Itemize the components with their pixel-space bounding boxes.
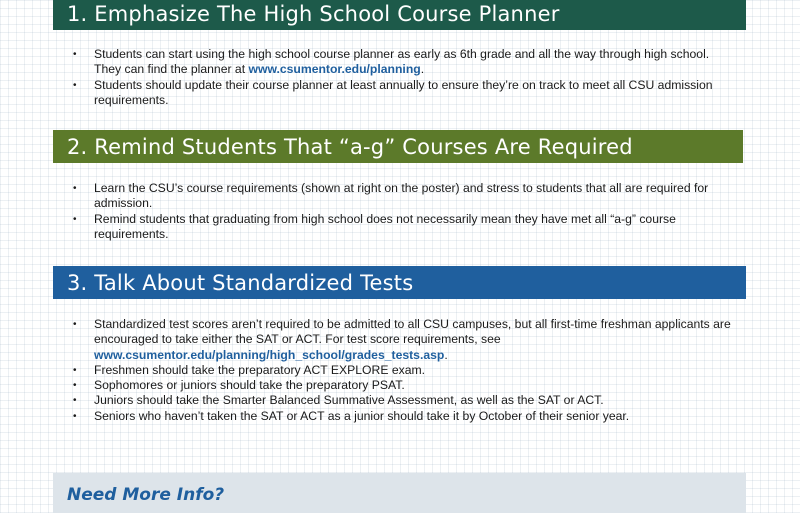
list-item-text: Juniors should take the Smarter Balanced Summative Assessment, as well as the SAT or ACT. (94, 393, 604, 408)
more-info-title: Need More Info? (67, 485, 225, 505)
section-3-banner (53, 266, 746, 299)
list-item-text: Learn the CSU’s course requirements (shown at right on the poster) and stress to students that all are required for admission. (94, 181, 709, 211)
section-3-title: 3. Talk About Standardized Tests (67, 270, 414, 295)
bullet-icon: • (73, 79, 77, 91)
bullet-icon: • (73, 183, 77, 194)
section-3-list (72, 317, 762, 424)
more-info-box (53, 473, 746, 513)
section-1-title: 1. Emphasize The High School Course Planner (67, 1, 560, 26)
planner-link[interactable]: www.csumentor.edu/planning (248, 62, 421, 77)
list-item-text: Freshmen should take the preparatory ACT EXPLORE exam. (94, 362, 426, 377)
list-item (72, 181, 732, 212)
section-2-title: 2. Remind Students That “a-g” Courses Are Required (67, 134, 633, 159)
bullet-icon: • (73, 410, 77, 422)
list-item-text: Sophomores or juniors should take the preparatory PSAT. (94, 378, 405, 393)
list-item (72, 409, 762, 424)
list-item-text: Remind students that graduating from high school does not necessarily mean they have met all “a-g” course requirements. (94, 211, 676, 241)
section-1-list (72, 47, 732, 108)
list-item (72, 212, 732, 243)
list-item-text: Seniors who haven’t taken the SAT or ACT as a junior should take it by October of their senior year. (94, 408, 630, 423)
list-item-text: Students can start using the high school course planner as early as 6th grade and all the way through high school. They can find the planner at (94, 47, 710, 77)
list-item: • Standardized test scores aren’t required to be admitted to all CSU campuses, but all first-time freshman applicants are encouraged to take either the SAT or ACT. For test score requirements, see www.csumentor.edu/planning/high_school/grades_tests.asp. (73, 317, 731, 362)
list-item-text: Students should update their course planner at least annually to ensure they’re on track to meet all CSU admission requirements. (94, 77, 713, 107)
tests-link[interactable]: www.csumentor.edu/planning/high_school/grades_tests.asp (94, 347, 445, 362)
list-item (72, 363, 762, 378)
bullet-icon: • (73, 364, 77, 376)
list-item (72, 393, 762, 408)
bullet-icon: • (73, 319, 77, 330)
list-item-text: Standardized test scores aren’t required to be admitted to all CSU campuses, but all first-time freshman applicants are encouraged to take either the SAT or ACT. For test score requirements, see (94, 317, 731, 347)
list-item (72, 378, 762, 393)
section-1-banner (53, 0, 746, 30)
bullet-icon: • (73, 380, 77, 392)
bullet-icon: • (73, 395, 77, 407)
list-item (72, 78, 732, 109)
list-item: • Students can start using the high school course planner as early as 6th grade and all the way through high school. They can find the planner at www.csumentor.edu/planning. (73, 47, 710, 77)
bullet-icon: • (73, 213, 77, 225)
section-2-list (72, 181, 732, 242)
section-2-banner (53, 130, 743, 163)
bullet-icon: • (73, 49, 77, 60)
